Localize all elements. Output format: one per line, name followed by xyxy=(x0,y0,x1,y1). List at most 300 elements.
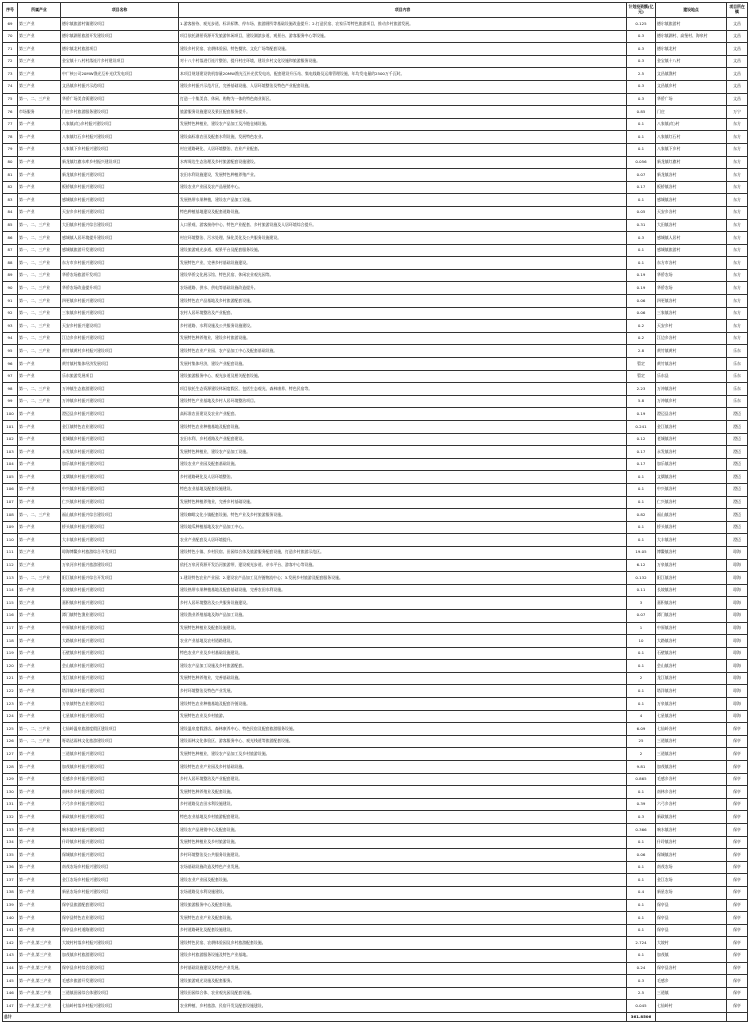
total-label: 总计 xyxy=(3,1012,627,1021)
cell-industry: 第一产业 xyxy=(18,685,61,698)
cell-content: 发展特色种植养殖业，完善乡村基础设施。 xyxy=(179,496,627,509)
cell-fund: 2.8 xyxy=(627,345,656,358)
cell-fund: 0.11 xyxy=(627,584,656,597)
cell-industry: 第三产业 xyxy=(18,546,61,559)
cell-town: 澄迈 xyxy=(727,471,748,484)
cell-name: 龙江镇乡村振兴建设项目 xyxy=(61,672,179,685)
cell-name: 三道镇乡村振兴建设项目 xyxy=(61,748,179,761)
cell-content: 农田水利设施建设，发展特色种植养殖产业。 xyxy=(179,169,627,182)
cell-name: 桥头镇乡村振兴建设项目 xyxy=(61,521,179,534)
cell-industry: 第一、二、三产业 xyxy=(18,282,61,295)
cell-content: 特色农业产业及乡村基础设施建设。 xyxy=(179,647,627,660)
cell-industry: 第一、二、三产业 xyxy=(18,383,61,396)
cell-town: 澄迈 xyxy=(727,483,748,496)
cell-content: 建设农产品加工设施及乡村旅游配套。 xyxy=(179,660,627,673)
cell-no: 133 xyxy=(3,824,18,837)
table-row xyxy=(3,584,748,597)
cell-content: 建设乡村旅游服务设施及特色产业基地。 xyxy=(179,949,627,962)
table-row xyxy=(3,257,748,270)
cell-town: 乐东 xyxy=(727,345,748,358)
cell-location: 八家镇红石村 xyxy=(656,131,727,144)
cell-name: 德尔镇北村旅游项目 xyxy=(61,43,179,56)
cell-location: 七星镇各村 xyxy=(656,710,727,723)
cell-fund: 9.81 xyxy=(627,761,656,774)
cell-town: 琼海 xyxy=(727,559,748,572)
cell-town: 文昌 xyxy=(727,68,748,81)
cell-industry: 第一产业 xyxy=(18,874,61,887)
cell-fund: 1 xyxy=(627,622,656,635)
cell-name: 中原镇乡村振兴建设项目 xyxy=(61,622,179,635)
cell-name: 保亭县旅游配套建设项目 xyxy=(61,899,179,912)
cell-fund: 0.1 xyxy=(627,899,656,912)
cell-content: 建设特色产业基地及乡村人居环境整治项目。 xyxy=(179,395,627,408)
cell-no: 96 xyxy=(3,358,18,371)
cell-location: 桥头镇各村 xyxy=(656,521,727,534)
cell-fund: 0.1 xyxy=(627,143,656,156)
cell-no: 95 xyxy=(3,345,18,358)
cell-fund: 0.12 xyxy=(627,433,656,446)
cell-name: 文儒镇乡村振兴建设项目 xyxy=(61,471,179,484)
cell-no: 124 xyxy=(3,710,18,723)
cell-name: 会山镇乡村振兴建设项目 xyxy=(61,660,179,673)
cell-town: 澄迈 xyxy=(727,534,748,547)
cell-location: 天安乡各村 xyxy=(656,206,727,219)
cell-no: 74 xyxy=(3,80,18,93)
cell-industry: 第三产业 xyxy=(18,18,61,31)
cell-location: 金江农场 xyxy=(656,874,727,887)
cell-name: 板桥镇乡村振兴建设项目 xyxy=(61,181,179,194)
cell-fund: 0.05 xyxy=(627,206,656,219)
table-row xyxy=(3,635,748,648)
cell-no: 116 xyxy=(3,609,18,622)
table-row xyxy=(3,962,748,975)
cell-industry: 第一、二、三产业 xyxy=(18,735,61,748)
cell-town: 东方 xyxy=(727,257,748,270)
cell-town: 保亭 xyxy=(727,836,748,849)
table-row xyxy=(3,232,748,245)
cell-industry: 第一产业 xyxy=(18,622,61,635)
cell-industry: 第一产业,第三产业 xyxy=(18,1000,61,1013)
cell-fund: 10 xyxy=(627,635,656,648)
cell-name: 天安乡村振兴建设项目 xyxy=(61,320,179,333)
cell-fund: 0.1 xyxy=(627,534,656,547)
table-row xyxy=(3,559,748,572)
cell-no: 137 xyxy=(3,874,18,887)
cell-location: 六弓乡各村 xyxy=(656,798,727,811)
cell-industry: 第一、二、三产业 xyxy=(18,269,61,282)
cell-fund: 0.1 xyxy=(627,698,656,711)
cell-location: 塔洋镇各村 xyxy=(656,685,727,698)
cell-industry: 第一产业 xyxy=(18,698,61,711)
cell-content: 乡村道路及农田水利设施建设。 xyxy=(179,798,627,811)
cell-location: 德尔镇湖村、高堡村、海泉村 xyxy=(656,30,727,43)
cell-name: 华侨农场旅游开发项目 xyxy=(61,269,179,282)
cell-fund: 0.06 xyxy=(627,295,656,308)
cell-location: 长坡镇各村 xyxy=(656,584,727,597)
cell-content: 农业产业基地及农村道路建设。 xyxy=(179,635,627,648)
cell-industry: 第一产业 xyxy=(18,370,61,383)
cell-no: 81 xyxy=(3,169,18,182)
table-row xyxy=(3,521,748,534)
cell-fund: 2.724 xyxy=(627,937,656,950)
project-table xyxy=(2,2,748,1022)
cell-industry: 第一产业 xyxy=(18,811,61,824)
cell-content: 项目依托湖景资源开发旅游休闲项目，建设湖滨步道、观景台、游客服务中心等设施。 xyxy=(179,30,627,43)
cell-fund: 0.1 xyxy=(627,257,656,270)
cell-fund: 0.3 xyxy=(627,43,656,56)
cell-content: 发展特色农业产业及配套设施。 xyxy=(179,912,627,925)
cell-town: 澄迈 xyxy=(727,408,748,421)
cell-content: 依托万泉河资源开发沿河旅游带，建设观光步道、亲水平台、游客中心等设施。 xyxy=(179,559,627,572)
cell-name: 三道镇田园综合体建设项目 xyxy=(61,987,179,1000)
cell-fund: 暂定 xyxy=(627,370,656,383)
cell-location: 金江镇各村 xyxy=(656,421,727,434)
cell-town: 保亭 xyxy=(727,861,748,874)
cell-town: 东方 xyxy=(727,118,748,131)
cell-name: 金江镇特色农业建设项目 xyxy=(61,421,179,434)
cell-town: 保亭 xyxy=(727,849,748,862)
table-row xyxy=(3,622,748,635)
cell-no: 119 xyxy=(3,647,18,660)
cell-town: 文昌 xyxy=(727,30,748,43)
cell-location: 黄竹镇黄村 xyxy=(656,345,727,358)
cell-fund: 0.1 xyxy=(627,874,656,887)
cell-fund: 0.1 xyxy=(627,194,656,207)
header-location: 建设地点 xyxy=(656,3,727,18)
cell-town: 万宁 xyxy=(727,106,748,119)
cell-industry: 第一产业 xyxy=(18,924,61,937)
cell-no: 88 xyxy=(3,257,18,270)
cell-industry: 第一、二、三产业 xyxy=(18,723,61,736)
cell-name: 金宝镇十八村村落连片乡村建设项目 xyxy=(61,55,179,68)
cell-town: 琼海 xyxy=(727,685,748,698)
cell-location: 万泉镇各村 xyxy=(656,698,727,711)
cell-name: 八家镇下乡村振兴建设项目 xyxy=(61,143,179,156)
table-row xyxy=(3,811,748,824)
header-content: 项目内容 xyxy=(179,3,627,18)
cell-name: 三家镇乡村振兴建设项目 xyxy=(61,307,179,320)
cell-location: 华侨农场 xyxy=(656,282,727,295)
cell-fund: 4 xyxy=(627,710,656,723)
cell-content: 建设特色民宿、农耕体验园及乡村旅游配套设施。 xyxy=(179,937,627,950)
cell-location: 七仙岭村 xyxy=(656,1000,727,1013)
cell-town: 琼海 xyxy=(727,660,748,673)
cell-name: 黄竹镇村集体经济发展项目 xyxy=(61,358,179,371)
cell-fund: 0.07 xyxy=(627,609,656,622)
cell-town: 澄迈 xyxy=(727,421,748,434)
table-row xyxy=(3,723,748,736)
cell-content: 建设旅游服务中心及配套设施。 xyxy=(179,899,627,912)
cell-location: 江边乡各村 xyxy=(656,332,727,345)
cell-content: 发展特色种养殖业，完善基础设施。 xyxy=(179,672,627,685)
cell-content: 建设农业产业园及农产品展销中心。 xyxy=(179,181,627,194)
cell-fund: 2.5 xyxy=(627,68,656,81)
cell-fund: 25 xyxy=(627,735,656,748)
cell-location: 华侨农场 xyxy=(656,269,727,282)
table-row xyxy=(3,798,748,811)
cell-fund: 0.85 xyxy=(627,106,656,119)
cell-industry: 第一产业 xyxy=(18,181,61,194)
cell-town: 保亭 xyxy=(727,924,748,937)
total-fund: 361.8506 xyxy=(627,1012,656,1021)
table-row xyxy=(3,345,748,358)
cell-content: 发展特色种植业及乡村旅游设施。 xyxy=(179,836,627,849)
cell-fund: 0.3 xyxy=(627,80,656,93)
cell-name: 保亭县特色农业建设项目 xyxy=(61,912,179,925)
table-row xyxy=(3,421,748,434)
cell-no: 106 xyxy=(3,483,18,496)
cell-town: 东方 xyxy=(727,131,748,144)
cell-fund: 暂定 xyxy=(627,358,656,371)
table-row xyxy=(3,446,748,459)
table-row xyxy=(3,483,748,496)
cell-location: 大坡村 xyxy=(656,937,727,950)
cell-town: 保亭 xyxy=(727,886,748,899)
cell-industry: 第一产业 xyxy=(18,849,61,862)
cell-content: 发展特色种植业，建设农产品加工设施。 xyxy=(179,446,627,459)
cell-town: 乐东 xyxy=(727,383,748,396)
cell-industry: 第一、二、三产业 xyxy=(18,93,61,106)
cell-no: 144 xyxy=(3,962,18,975)
cell-content: 建设华侨文化展示馆、特色民宿、休闲农业观光园等。 xyxy=(179,269,627,282)
cell-content: 建设乡村振兴示范片区，完善基础设施、人居环境整治及特色产业配套设施。 xyxy=(179,80,627,93)
cell-fund: 0.1 xyxy=(627,949,656,962)
cell-town: 文昌 xyxy=(727,55,748,68)
cell-content: 对十八个村落进行连片整治，提升村庄环境，建设乡村文化设施和旅游服务设施。 xyxy=(179,55,627,68)
cell-town: 保亭 xyxy=(727,748,748,761)
cell-content: 特色农业基地及配套设施建设。 xyxy=(179,483,627,496)
cell-town: 琼海 xyxy=(727,584,748,597)
cell-name: 天安乡乡村振兴建设项目 xyxy=(61,206,179,219)
table-row xyxy=(3,383,748,396)
cell-town: 琼海 xyxy=(727,647,748,660)
cell-name: 石壁镇乡村振兴建设项目 xyxy=(61,647,179,660)
cell-industry: 第一产业 xyxy=(18,534,61,547)
cell-content: 高标准农田建设及农业产业配套。 xyxy=(179,408,627,421)
cell-no: 115 xyxy=(3,597,18,610)
cell-fund: 0.132 xyxy=(627,572,656,585)
cell-town: 东方 xyxy=(727,307,748,320)
cell-no: 94 xyxy=(3,332,18,345)
cell-industry: 第一产业 xyxy=(18,886,61,899)
cell-industry: 第一、二、三产业 xyxy=(18,232,61,245)
cell-name: 保城镇乡村振兴建设项目 xyxy=(61,849,179,862)
cell-name: 长坡镇乡村振兴建设项目 xyxy=(61,584,179,597)
cell-no: 140 xyxy=(3,912,18,925)
cell-name: 乐东旅游发展项目 xyxy=(61,370,179,383)
cell-industry: 市场服务 xyxy=(18,106,61,119)
cell-location: 保亭县 xyxy=(656,899,727,912)
header-fund: 计划投资额(亿元) xyxy=(627,3,656,18)
cell-town: 保亭 xyxy=(727,912,748,925)
cell-no: 128 xyxy=(3,761,18,774)
cell-fund: 0.241 xyxy=(627,421,656,434)
cell-location: 感城镇各村 xyxy=(656,194,727,207)
table-row xyxy=(3,924,748,937)
cell-no: 101 xyxy=(3,421,18,434)
cell-name: 八家镇(红)乡村振兴建设项目 xyxy=(61,118,179,131)
cell-content: 乡村道路硬化及配套设施建设。 xyxy=(179,924,627,937)
cell-no: 75 xyxy=(3,93,18,106)
cell-no: 114 xyxy=(3,584,18,597)
table-row xyxy=(3,93,748,106)
cell-content: 建设特色农产品基地及乡村旅游配套设施。 xyxy=(179,295,627,308)
cell-content: 建设渔业养殖基地及海产品加工设施。 xyxy=(179,609,627,622)
cell-town: 乐东 xyxy=(727,358,748,371)
cell-no: 136 xyxy=(3,861,18,874)
cell-no: 118 xyxy=(3,635,18,648)
cell-content: 发展特色种植业及配套设施建设。 xyxy=(179,622,627,635)
cell-name: 大路镇乡村振兴建设项目 xyxy=(61,635,179,648)
table-row xyxy=(3,496,748,509)
table-row xyxy=(3,307,748,320)
cell-name: 七星镇乡村振兴建设项目 xyxy=(61,710,179,723)
cell-fund: 0.2 xyxy=(627,332,656,345)
cell-location: 老城镇各村 xyxy=(656,433,727,446)
cell-content: 建设特色小镇、乡村民宿、田园综合体及旅游服务配套设施，打造乡村旅游示范区。 xyxy=(179,546,627,559)
table-row xyxy=(3,572,748,585)
table-row xyxy=(3,874,748,887)
cell-fund: 0.1 xyxy=(627,660,656,673)
cell-town: 乐东 xyxy=(727,370,748,383)
cell-location: 潭门镇各村 xyxy=(656,609,727,622)
cell-no: 123 xyxy=(3,698,18,711)
table-row xyxy=(3,206,748,219)
cell-name: 新政镇乡村振兴建设项目 xyxy=(61,811,179,824)
cell-location: 毛感乡 xyxy=(656,975,727,988)
cell-town: 东方 xyxy=(727,219,748,232)
table-row xyxy=(3,282,748,295)
table-row xyxy=(3,219,748,232)
cell-content: 建设乡村民宿、农耕体验园、特色餐饮、文化广场等配套设施。 xyxy=(179,43,627,56)
cell-content: 发展特色种植业，建设农产品加工及乡村旅游设施。 xyxy=(179,748,627,761)
cell-content: 建设高标准农田及配套水利设施，发展特色农业。 xyxy=(179,131,627,144)
cell-location: 中兴镇各村 xyxy=(656,483,727,496)
cell-no: 84 xyxy=(3,206,18,219)
cell-name: 文昌镇乡村振兴示范项目 xyxy=(61,80,179,93)
cell-town: 文昌 xyxy=(727,80,748,93)
header-industry: 所属产业 xyxy=(18,3,61,18)
cell-no: 141 xyxy=(3,924,18,937)
cell-no: 82 xyxy=(3,181,18,194)
cell-location: 仁兴镇各村 xyxy=(656,496,727,509)
cell-industry: 第一产业 xyxy=(18,761,61,774)
cell-fund: 0.82 xyxy=(627,509,656,522)
cell-no: 77 xyxy=(3,118,18,131)
cell-industry: 第一产业,第三产业 xyxy=(18,987,61,1000)
cell-fund: 2 xyxy=(627,672,656,685)
cell-no: 142 xyxy=(3,937,18,950)
cell-content: 乡村人居环境整治及公共服务设施建设。 xyxy=(179,597,627,610)
cell-location: 万冲镇乡村 xyxy=(656,395,727,408)
cell-fund: 0.1 xyxy=(627,912,656,925)
cell-location: 德尔镇旅游村 xyxy=(656,18,727,31)
cell-content: 发展特色种植业，建设农产品加工及冷链仓储设施。 xyxy=(179,118,627,131)
cell-no: 135 xyxy=(3,849,18,862)
cell-fund: 6.09 xyxy=(627,723,656,736)
cell-industry: 第一产业 xyxy=(18,660,61,673)
cell-town: 东方 xyxy=(727,320,748,333)
cell-location: 南林乡各村 xyxy=(656,786,727,799)
cell-name: 华侨农场改造提升项目 xyxy=(61,282,179,295)
cell-location: 保亭县 xyxy=(656,924,727,937)
cell-content: 农业种植、乡村旅游、民宿开发及配套设施建设。 xyxy=(179,1000,627,1013)
cell-town: 保亭 xyxy=(727,949,748,962)
cell-fund: 0.19 xyxy=(627,282,656,295)
cell-industry: 第一产业 xyxy=(18,609,61,622)
table-row xyxy=(3,370,748,383)
cell-town: 琼海 xyxy=(727,698,748,711)
cell-content: 建设农业产业园及配套设施。 xyxy=(179,874,627,887)
cell-name: 八家镇红石乡村振兴建设项目 xyxy=(61,131,179,144)
cell-town: 保亭 xyxy=(727,761,748,774)
cell-town: 保亭 xyxy=(727,824,748,837)
cell-name: 六弓乡乡村振兴建设项目 xyxy=(61,798,179,811)
table-row xyxy=(3,80,748,93)
cell-name: 新星农场乡村振兴建设项目 xyxy=(61,886,179,899)
cell-no: 134 xyxy=(3,836,18,849)
cell-content: 建设地瓜种植基地及农产品加工中心。 xyxy=(179,521,627,534)
cell-name: 响水镇乡村振兴建设项目 xyxy=(61,824,179,837)
cell-no: 79 xyxy=(3,143,18,156)
cell-location: 保亭县 xyxy=(656,912,727,925)
table-row xyxy=(3,672,748,685)
table-row xyxy=(3,899,748,912)
cell-content: 建设特色农业产业园及乡村基础设施。 xyxy=(179,761,627,774)
cell-no: 102 xyxy=(3,433,18,446)
cell-content: 建设旅游观光步道、观景平台及配套服务设施。 xyxy=(179,244,627,257)
cell-content: 乡村道路、水利设施及公共服务设施建设。 xyxy=(179,320,627,333)
cell-content: 乡村环境整治及公共服务设施建设。 xyxy=(179,849,627,862)
cell-town: 保亭 xyxy=(727,1000,748,1013)
table-row xyxy=(3,886,748,899)
table-row xyxy=(3,710,748,723)
cell-town: 琼海 xyxy=(727,672,748,685)
cell-town: 保亭 xyxy=(727,987,748,1000)
cell-industry: 第一、二、三产业 xyxy=(18,307,61,320)
cell-name: 万冲镇生态旅游建设项目 xyxy=(61,383,179,396)
cell-town: 保亭 xyxy=(727,874,748,887)
cell-name: 万泉镇特色农业建设项目 xyxy=(61,698,179,711)
cell-no: 131 xyxy=(3,798,18,811)
cell-town: 琼海 xyxy=(727,609,748,622)
cell-content: 村庄道路硬化、人居环境整治、农业产业配套。 xyxy=(179,143,627,156)
cell-industry: 第一产业 xyxy=(18,584,61,597)
cell-content: 建设雨林文化体验区、游客服务中心、观光栈道等旅游配套设施。 xyxy=(179,735,627,748)
cell-fund: 0.1 xyxy=(627,521,656,534)
cell-town: 澄迈 xyxy=(727,509,748,522)
cell-location: 加茂镇各村 xyxy=(656,761,727,774)
header-town: 项目所在镇 xyxy=(727,3,748,18)
cell-content: 建设特色农业种植基地及配套设施。 xyxy=(179,421,627,434)
cell-town: 东方 xyxy=(727,156,748,169)
cell-no: 91 xyxy=(3,295,18,308)
cell-industry: 第一、二、三产业 xyxy=(18,295,61,308)
cell-fund: 0.3 xyxy=(627,55,656,68)
cell-name: 德尔镇旅游村镇建设项目 xyxy=(61,18,179,31)
cell-industry: 第一产业 xyxy=(18,672,61,685)
cell-location: 四更镇各村 xyxy=(656,295,727,308)
cell-content: 发展热带水果种植，建设农产品加工设施。 xyxy=(179,194,627,207)
cell-town: 文昌 xyxy=(727,93,748,106)
cell-content: 发展特色产业，完善乡村基础设施建设。 xyxy=(179,257,627,270)
cell-fund: 0.17 xyxy=(627,181,656,194)
cell-industry: 第三产业 xyxy=(18,30,61,43)
cell-industry: 第一产业 xyxy=(18,421,61,434)
cell-no: 139 xyxy=(3,899,18,912)
cell-fund: 0.31 xyxy=(627,219,656,232)
cell-location: 万泉镇各村 xyxy=(656,559,727,572)
